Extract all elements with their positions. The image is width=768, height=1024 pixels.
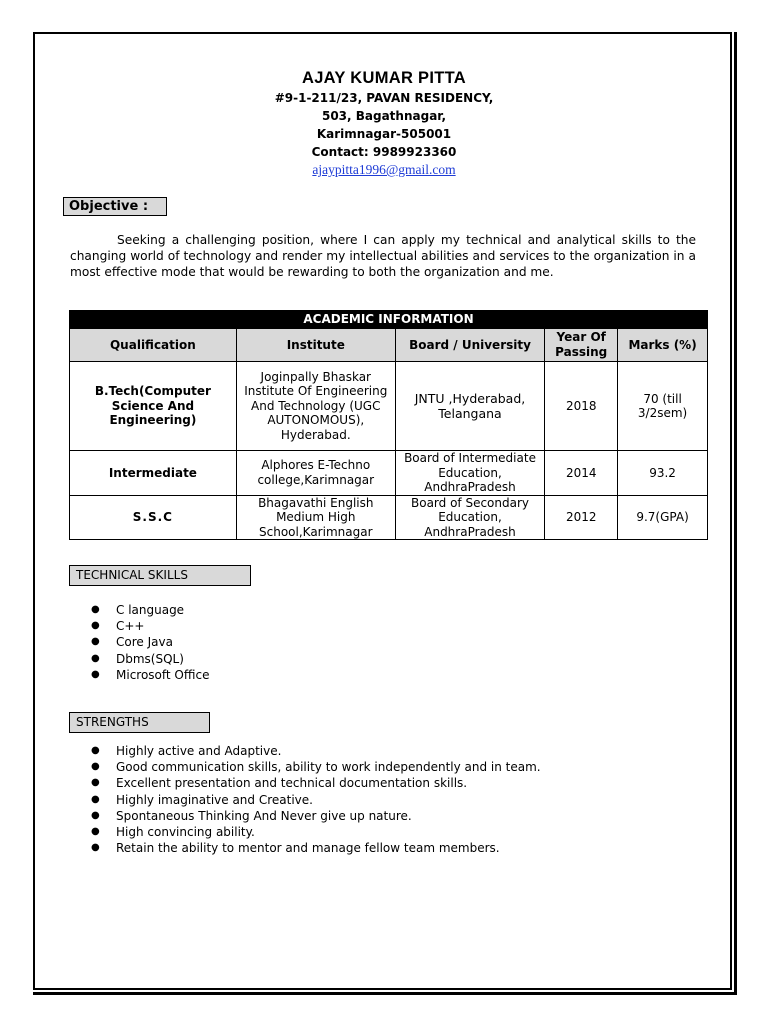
board-cell: Board of Intermediate Education, AndhraPradesh xyxy=(395,451,545,496)
skill-text: Dbms(SQL) xyxy=(116,651,184,666)
table-row xyxy=(70,495,708,540)
technical-skills-heading: TECHNICAL SKILLS xyxy=(69,565,251,586)
strength-text: High convincing ability. xyxy=(116,825,255,840)
address-line-1: #9-1-211/23, PAVAN RESIDENCY, xyxy=(274,91,494,105)
list-item xyxy=(86,824,541,840)
qualification-cell: B.Tech(Computer Science And Engineering) xyxy=(70,362,237,451)
address-line-3: Karimnagar-505001 xyxy=(316,127,452,141)
qualification-cell: Intermediate xyxy=(70,451,237,496)
list-item xyxy=(86,634,209,650)
column-header: Marks (%) xyxy=(618,329,708,362)
email-link[interactable]: ajaypitta1996@gmail.com xyxy=(312,162,456,177)
academic-table xyxy=(69,310,708,540)
list-item xyxy=(86,808,541,824)
strength-text: Highly imaginative and Creative. xyxy=(116,792,313,807)
address-line-2: 503, Bagathnagar, xyxy=(321,109,447,123)
objective-text xyxy=(70,232,696,281)
candidate-name: AJAY KUMAR PITTA xyxy=(301,69,466,87)
column-header: Year Of Passing xyxy=(545,329,618,362)
resume-header xyxy=(0,67,768,179)
board-cell: Board of Secondary Education, AndhraPradesh xyxy=(395,495,545,540)
contact-phone: Contact: 9989923360 xyxy=(311,145,457,159)
list-item xyxy=(86,602,209,618)
skill-text: C language xyxy=(116,603,185,617)
bullet-icon: ● xyxy=(91,761,100,773)
institute-cell: Joginpally Bhaskar Institute Of Engineering And Technology (UGC AUTONOMOUS), Hyderabad. xyxy=(236,362,395,451)
page-border-shadow-bottom xyxy=(33,992,737,995)
bullet-icon: ● xyxy=(91,604,100,615)
bullet-icon: ● xyxy=(91,745,100,756)
bullet-icon: ● xyxy=(91,668,100,680)
marks-cell: 70 (till 3/2sem) xyxy=(618,362,708,451)
year-cell: 2014 xyxy=(545,451,618,496)
bullet-icon: ● xyxy=(91,842,100,854)
bullet-icon: ● xyxy=(91,620,100,632)
bullet-icon: ● xyxy=(91,652,100,664)
strength-text: Highly active and Adaptive. xyxy=(116,744,282,758)
strength-text: Retain the ability to mentor and manage fellow team members. xyxy=(116,841,500,856)
list-item xyxy=(86,792,541,808)
institute-cell: Alphores E-Techno college,Karimnagar xyxy=(236,451,395,496)
strengths-heading: STRENGTHS xyxy=(69,712,210,733)
column-header: Board / University xyxy=(395,329,545,362)
list-item xyxy=(86,667,209,683)
bullet-icon: ● xyxy=(91,636,100,648)
column-header: Qualification xyxy=(70,329,237,362)
strengths-list xyxy=(86,743,541,856)
list-item xyxy=(86,775,541,791)
year-cell: 2018 xyxy=(545,362,618,451)
bullet-icon: ● xyxy=(91,809,100,821)
table-row xyxy=(70,362,708,451)
list-item xyxy=(86,651,209,667)
academic-table-title: ACADEMIC INFORMATION xyxy=(70,311,708,329)
objective-body: Seeking a challenging position, where I can apply my technical and analytical skills to the changing world of technology and render my intellectual abilities and services to the organization in a most effective mode that would be rewarding to both the organization and me. xyxy=(70,233,696,280)
list-item xyxy=(86,759,541,775)
skill-text: C++ xyxy=(116,619,145,634)
bullet-icon: ● xyxy=(91,826,100,838)
board-cell: JNTU ,Hyderabad, Telangana xyxy=(395,362,545,451)
column-header: Institute xyxy=(236,329,395,362)
strength-text: Good communication skills, ability to work independently and in team. xyxy=(116,760,541,775)
technical-skills-list xyxy=(86,602,209,683)
list-item xyxy=(86,743,541,759)
year-cell: 2012 xyxy=(545,495,618,540)
skill-text: Core Java xyxy=(116,635,173,650)
list-item xyxy=(86,618,209,634)
qualification-cell: S.S.C xyxy=(70,495,237,540)
institute-cell: Bhagavathi English Medium High School,Karimnagar xyxy=(236,495,395,540)
bullet-icon: ● xyxy=(91,793,100,805)
table-row xyxy=(70,451,708,496)
marks-cell: 93.2 xyxy=(618,451,708,496)
strength-text: Spontaneous Thinking And Never give up nature. xyxy=(116,808,412,823)
strength-text: Excellent presentation and technical documentation skills. xyxy=(116,776,468,791)
list-item xyxy=(86,840,541,856)
objective-heading: Objective : xyxy=(63,197,167,216)
marks-cell: 9.7(GPA) xyxy=(618,495,708,540)
bullet-icon: ● xyxy=(91,777,100,789)
skill-text: Microsoft Office xyxy=(116,667,210,682)
